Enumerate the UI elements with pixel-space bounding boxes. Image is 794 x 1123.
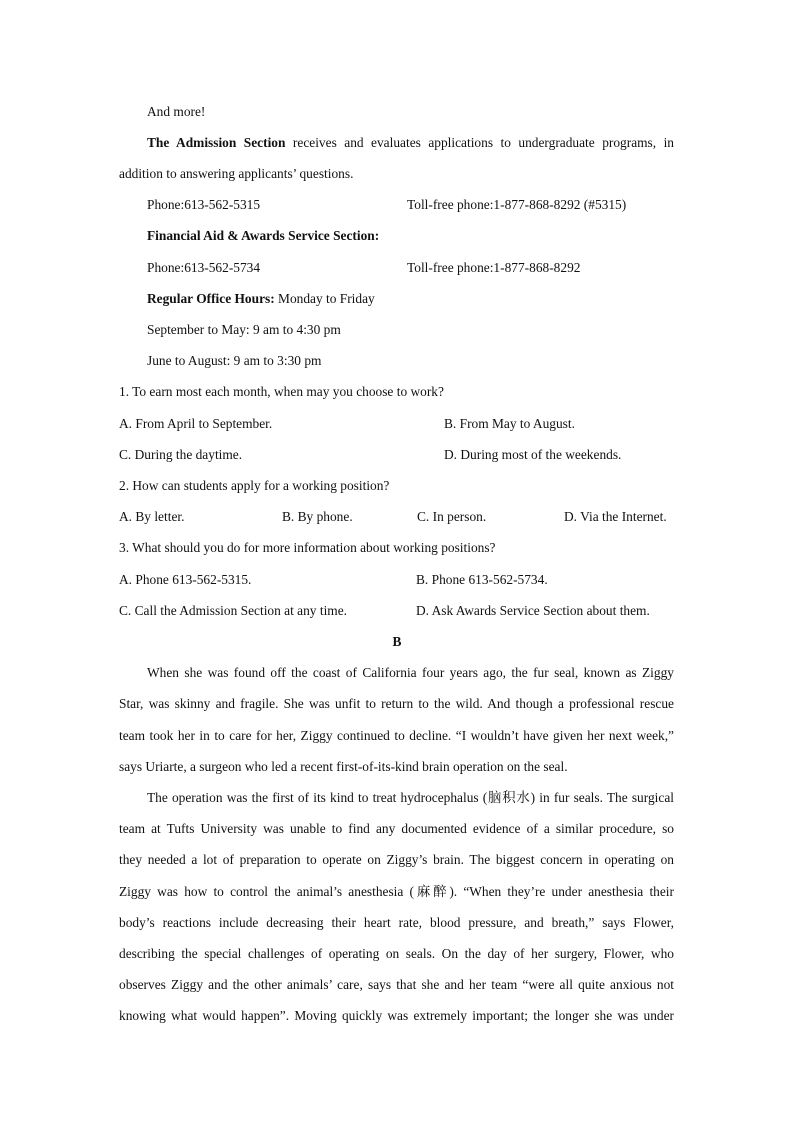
p2-line-1: The operation was the first of its kind to treat hydrocephalus (脑积水) in fur seals. The surgical: [147, 790, 674, 805]
financial-phones: [147, 260, 674, 276]
financial-heading-line: [147, 228, 674, 244]
question-3: [119, 540, 674, 556]
p2-line-2: team at Tufts University was unable to find any documented evidence of a similar procedure, so: [119, 821, 674, 836]
and-more-line: [147, 104, 674, 120]
office-hours-line: [147, 291, 674, 307]
hours-jun-aug-text: June to August: 9 am to 3:30 pm: [147, 353, 322, 368]
p2-line-3: they needed a lot of preparation to operate on Ziggy’s brain. The biggest concern in operating on: [119, 852, 674, 867]
hours-sep-may-text: September to May: 9 am to 4:30 pm: [147, 322, 341, 337]
p2-line-4: Ziggy was how to control the animal’s anesthesia (麻醉). “When they’re under anesthesia their: [119, 884, 674, 899]
office-hours-label: Regular Office Hours:: [147, 291, 275, 306]
q3-option-d: D. Ask Awards Service Section about them.: [416, 603, 650, 618]
p2-line-6: describing the special challenges of operating on seals. On the day of her surgery, Flower, who: [119, 946, 674, 961]
and-more-text: And more!: [147, 104, 206, 119]
question-1-options-cd: [119, 447, 674, 463]
admission-line-2: [119, 166, 674, 182]
q1-option-b: B. From May to August.: [444, 416, 575, 431]
q2-option-b: B. By phone.: [282, 509, 353, 524]
question-2-options: [119, 509, 674, 525]
financial-heading: Financial Aid & Awards Service Section:: [147, 228, 380, 243]
p2-line-5: body’s reactions include decreasing their heart rate, blood pressure, and breath,” says Flower,: [119, 915, 674, 930]
p1-line-1: When she was found off the coast of California four years ago, the fur seal, known as Ziggy: [147, 665, 674, 680]
p2-line-8: knowing what would happen”. Moving quickly was extremely important; the longer she was under: [119, 1008, 674, 1023]
hours-sep-may: [147, 322, 674, 338]
q2-option-a: A. By letter.: [119, 509, 185, 524]
office-hours-value: Monday to Friday: [274, 291, 375, 306]
q3-option-c: C. Call the Admission Section at any time.: [119, 603, 347, 618]
p1-line-4: says Uriarte, a surgeon who led a recent first-of-its-kind brain operation on the seal.: [119, 759, 568, 774]
financial-phone: Phone:613-562-5734: [147, 260, 261, 275]
question-2-text: 2. How can students apply for a working position?: [119, 478, 390, 493]
p1-line-3: team took her in to care for her, Ziggy continued to decline. “I wouldn’t have given her next week,”: [119, 728, 674, 743]
q3-option-a: A. Phone 613-562-5315.: [119, 572, 252, 587]
p1-line-2: Star, was skinny and fragile. She was unfit to return to the wild. And though a professional rescue: [119, 696, 674, 711]
question-1-options-ab: [119, 416, 674, 432]
question-3-options-cd: [119, 603, 674, 619]
section-b-heading: B: [392, 634, 402, 649]
admission-desc-2: addition to answering applicants’ questions.: [119, 166, 354, 181]
question-3-text: 3. What should you do for more information about working positions?: [119, 540, 496, 555]
question-1-text: 1. To earn most each month, when may you choose to work?: [119, 384, 444, 399]
admission-phone: Phone:613-562-5315: [147, 197, 261, 212]
admission-phones: [147, 197, 674, 213]
q3-option-b: B. Phone 613-562-5734.: [416, 572, 548, 587]
question-3-options-ab: [119, 572, 674, 588]
admission-heading: The Admission Section: [147, 135, 286, 150]
q1-option-a: A. From April to September.: [119, 416, 273, 431]
financial-tollfree: Toll-free phone:1-877-868-8292: [407, 260, 581, 275]
question-2: [119, 478, 674, 494]
hours-jun-aug: [147, 353, 674, 369]
q1-option-d: D. During most of the weekends.: [444, 447, 622, 462]
question-1: [119, 384, 674, 400]
admission-line-1: [147, 135, 674, 151]
q2-option-c: C. In person.: [417, 509, 487, 524]
p2-line-7: observes Ziggy and the other animals’ care, says that she and her team “were all quite anxious not: [119, 977, 674, 992]
admission-desc-1: receives and evaluates applications to undergraduate programs, in: [285, 135, 674, 150]
admission-tollfree: Toll-free phone:1-877-868-8292 (#5315): [407, 197, 627, 212]
q1-option-c: C. During the daytime.: [119, 447, 243, 462]
q2-option-d: D. Via the Internet.: [564, 509, 667, 524]
